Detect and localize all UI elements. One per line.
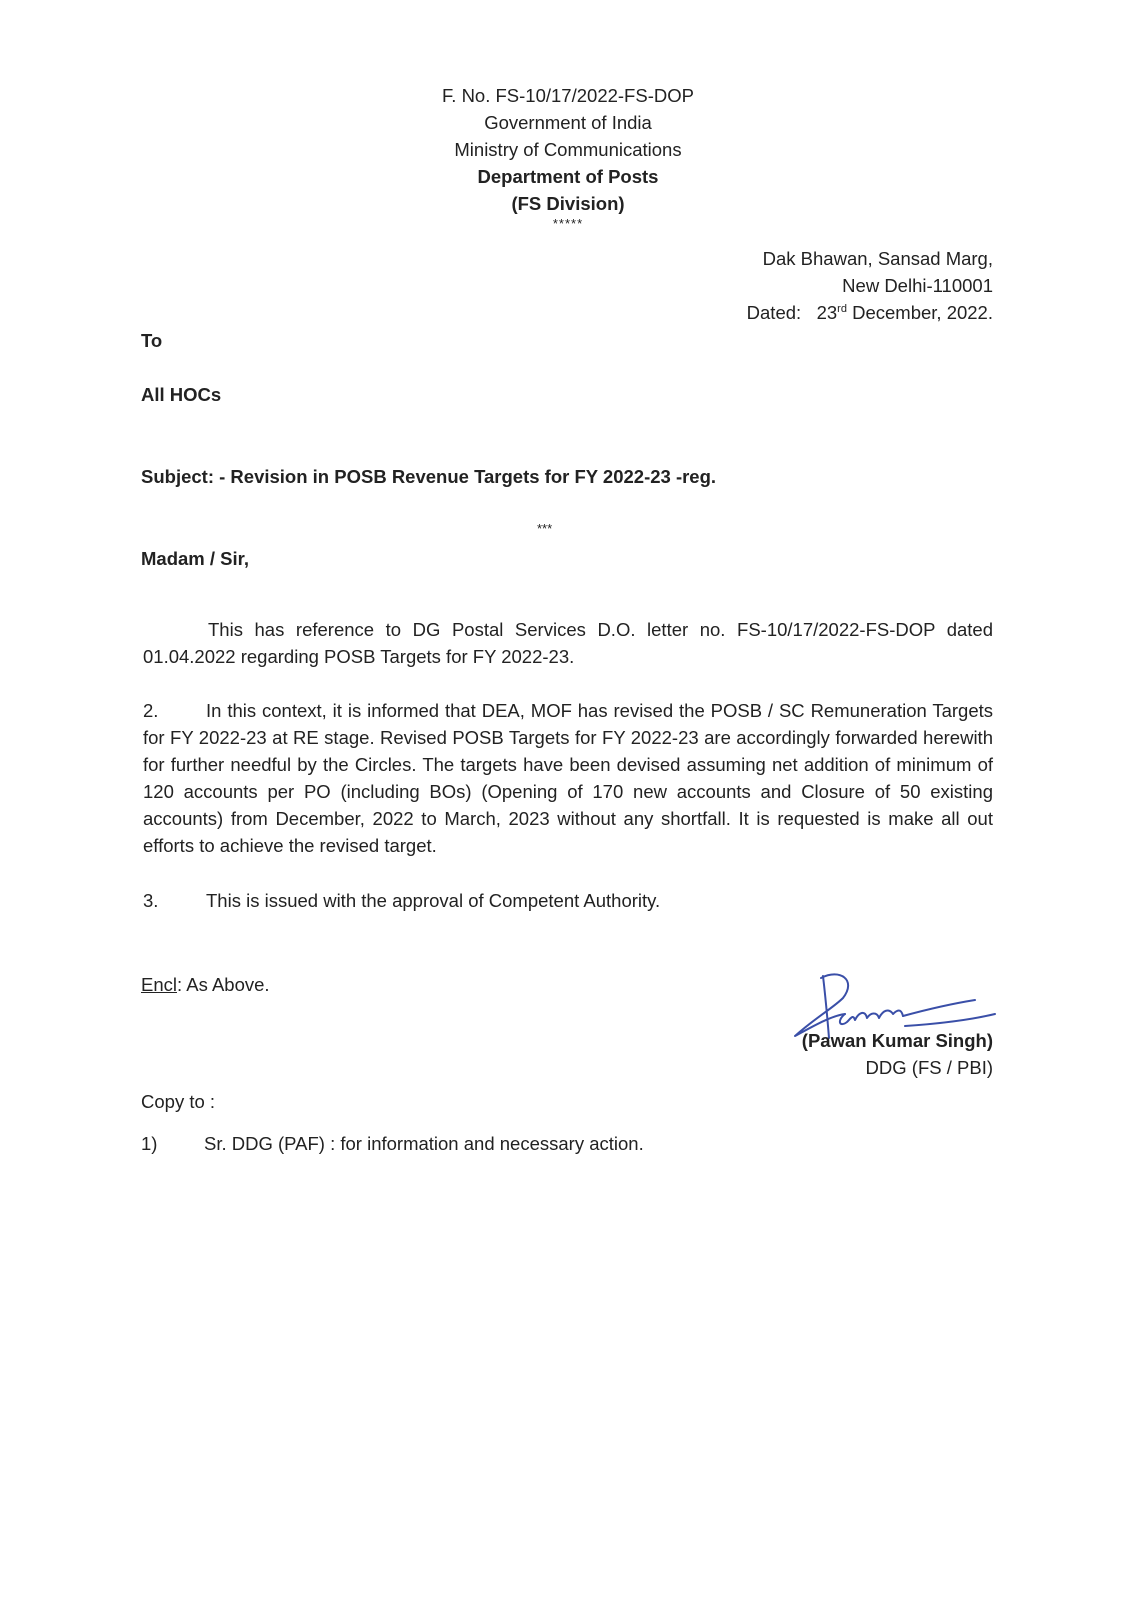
copy-to-item xyxy=(141,1130,644,1157)
department-name: Department of Posts xyxy=(477,166,659,187)
signatory-designation: DDG (FS / PBI) xyxy=(865,1057,993,1078)
salutation: Madam / Sir, xyxy=(141,548,249,569)
date-day: 23 xyxy=(816,302,838,323)
enclosure-text: : As Above. xyxy=(177,974,270,995)
date-line xyxy=(747,299,993,326)
dated-label: Dated: xyxy=(746,302,802,323)
office-address xyxy=(747,245,993,326)
paragraph-2-number: 2. xyxy=(143,700,159,721)
subject-line: Subject: - Revision in POSB Revenue Targets for FY 2022-23 -reg. xyxy=(141,466,717,487)
copy-to-label: Copy to : xyxy=(141,1091,216,1112)
paragraph-2-text: In this context, it is informed that DEA, MOF has revised the POSB / SC Remuneration Targets for FY 2022-23 at RE stage. Revised POSB Targets for FY 2022-23 are accordingly forwarded herewith for further needful by the Circles. The targets have been devised assuming net addition of minimum of 120 accounts per PO (including BOs) (Opening of 170 new accounts and Closure of 50 existing accounts) from December, 2022 to March, 2023 without any shortfall. It is requested is make all out efforts to achieve the revised target. xyxy=(143,700,993,856)
copy-to-item-number: 1) xyxy=(141,1133,158,1154)
paragraph-1-text: This has reference to DG Postal Services D.O. letter no. FS-10/17/2022-FS-DOP dated 01.04.2022 regarding POSB Targets for FY 2022-23. xyxy=(143,619,993,667)
file-number: F. No. FS-10/17/2022-FS-DOP xyxy=(442,85,694,106)
enclosure-label: Encl xyxy=(141,974,177,995)
paragraph-3-number: 3. xyxy=(143,890,159,911)
copy-to-item-text: Sr. DDG (PAF) : for information and necessary action. xyxy=(204,1133,644,1154)
ministry-name: Ministry of Communications xyxy=(454,139,682,160)
signatory-block xyxy=(802,1027,993,1081)
subject-separator: *** xyxy=(537,521,553,536)
address-line-1: Dak Bhawan, Sansad Marg, xyxy=(762,248,993,269)
signatory-name: (Pawan Kumar Singh) xyxy=(801,1030,993,1051)
to-label: To xyxy=(141,330,163,351)
address-line-2: New Delhi-110001 xyxy=(842,275,993,296)
date-suffix: rd xyxy=(837,303,847,315)
paragraph-3-text: This is issued with the approval of Competent Authority. xyxy=(206,890,661,911)
letterhead xyxy=(0,82,1136,231)
enclosure-note xyxy=(141,971,270,998)
paragraph-1 xyxy=(143,616,993,670)
header-separator: ***** xyxy=(552,216,584,231)
date-rest: December, 2022. xyxy=(852,302,993,323)
addressee: All HOCs xyxy=(141,384,222,405)
division-name: (FS Division) xyxy=(511,193,625,214)
government-name: Government of India xyxy=(484,112,652,133)
paragraph-2 xyxy=(143,697,993,859)
paragraph-3 xyxy=(143,887,993,914)
